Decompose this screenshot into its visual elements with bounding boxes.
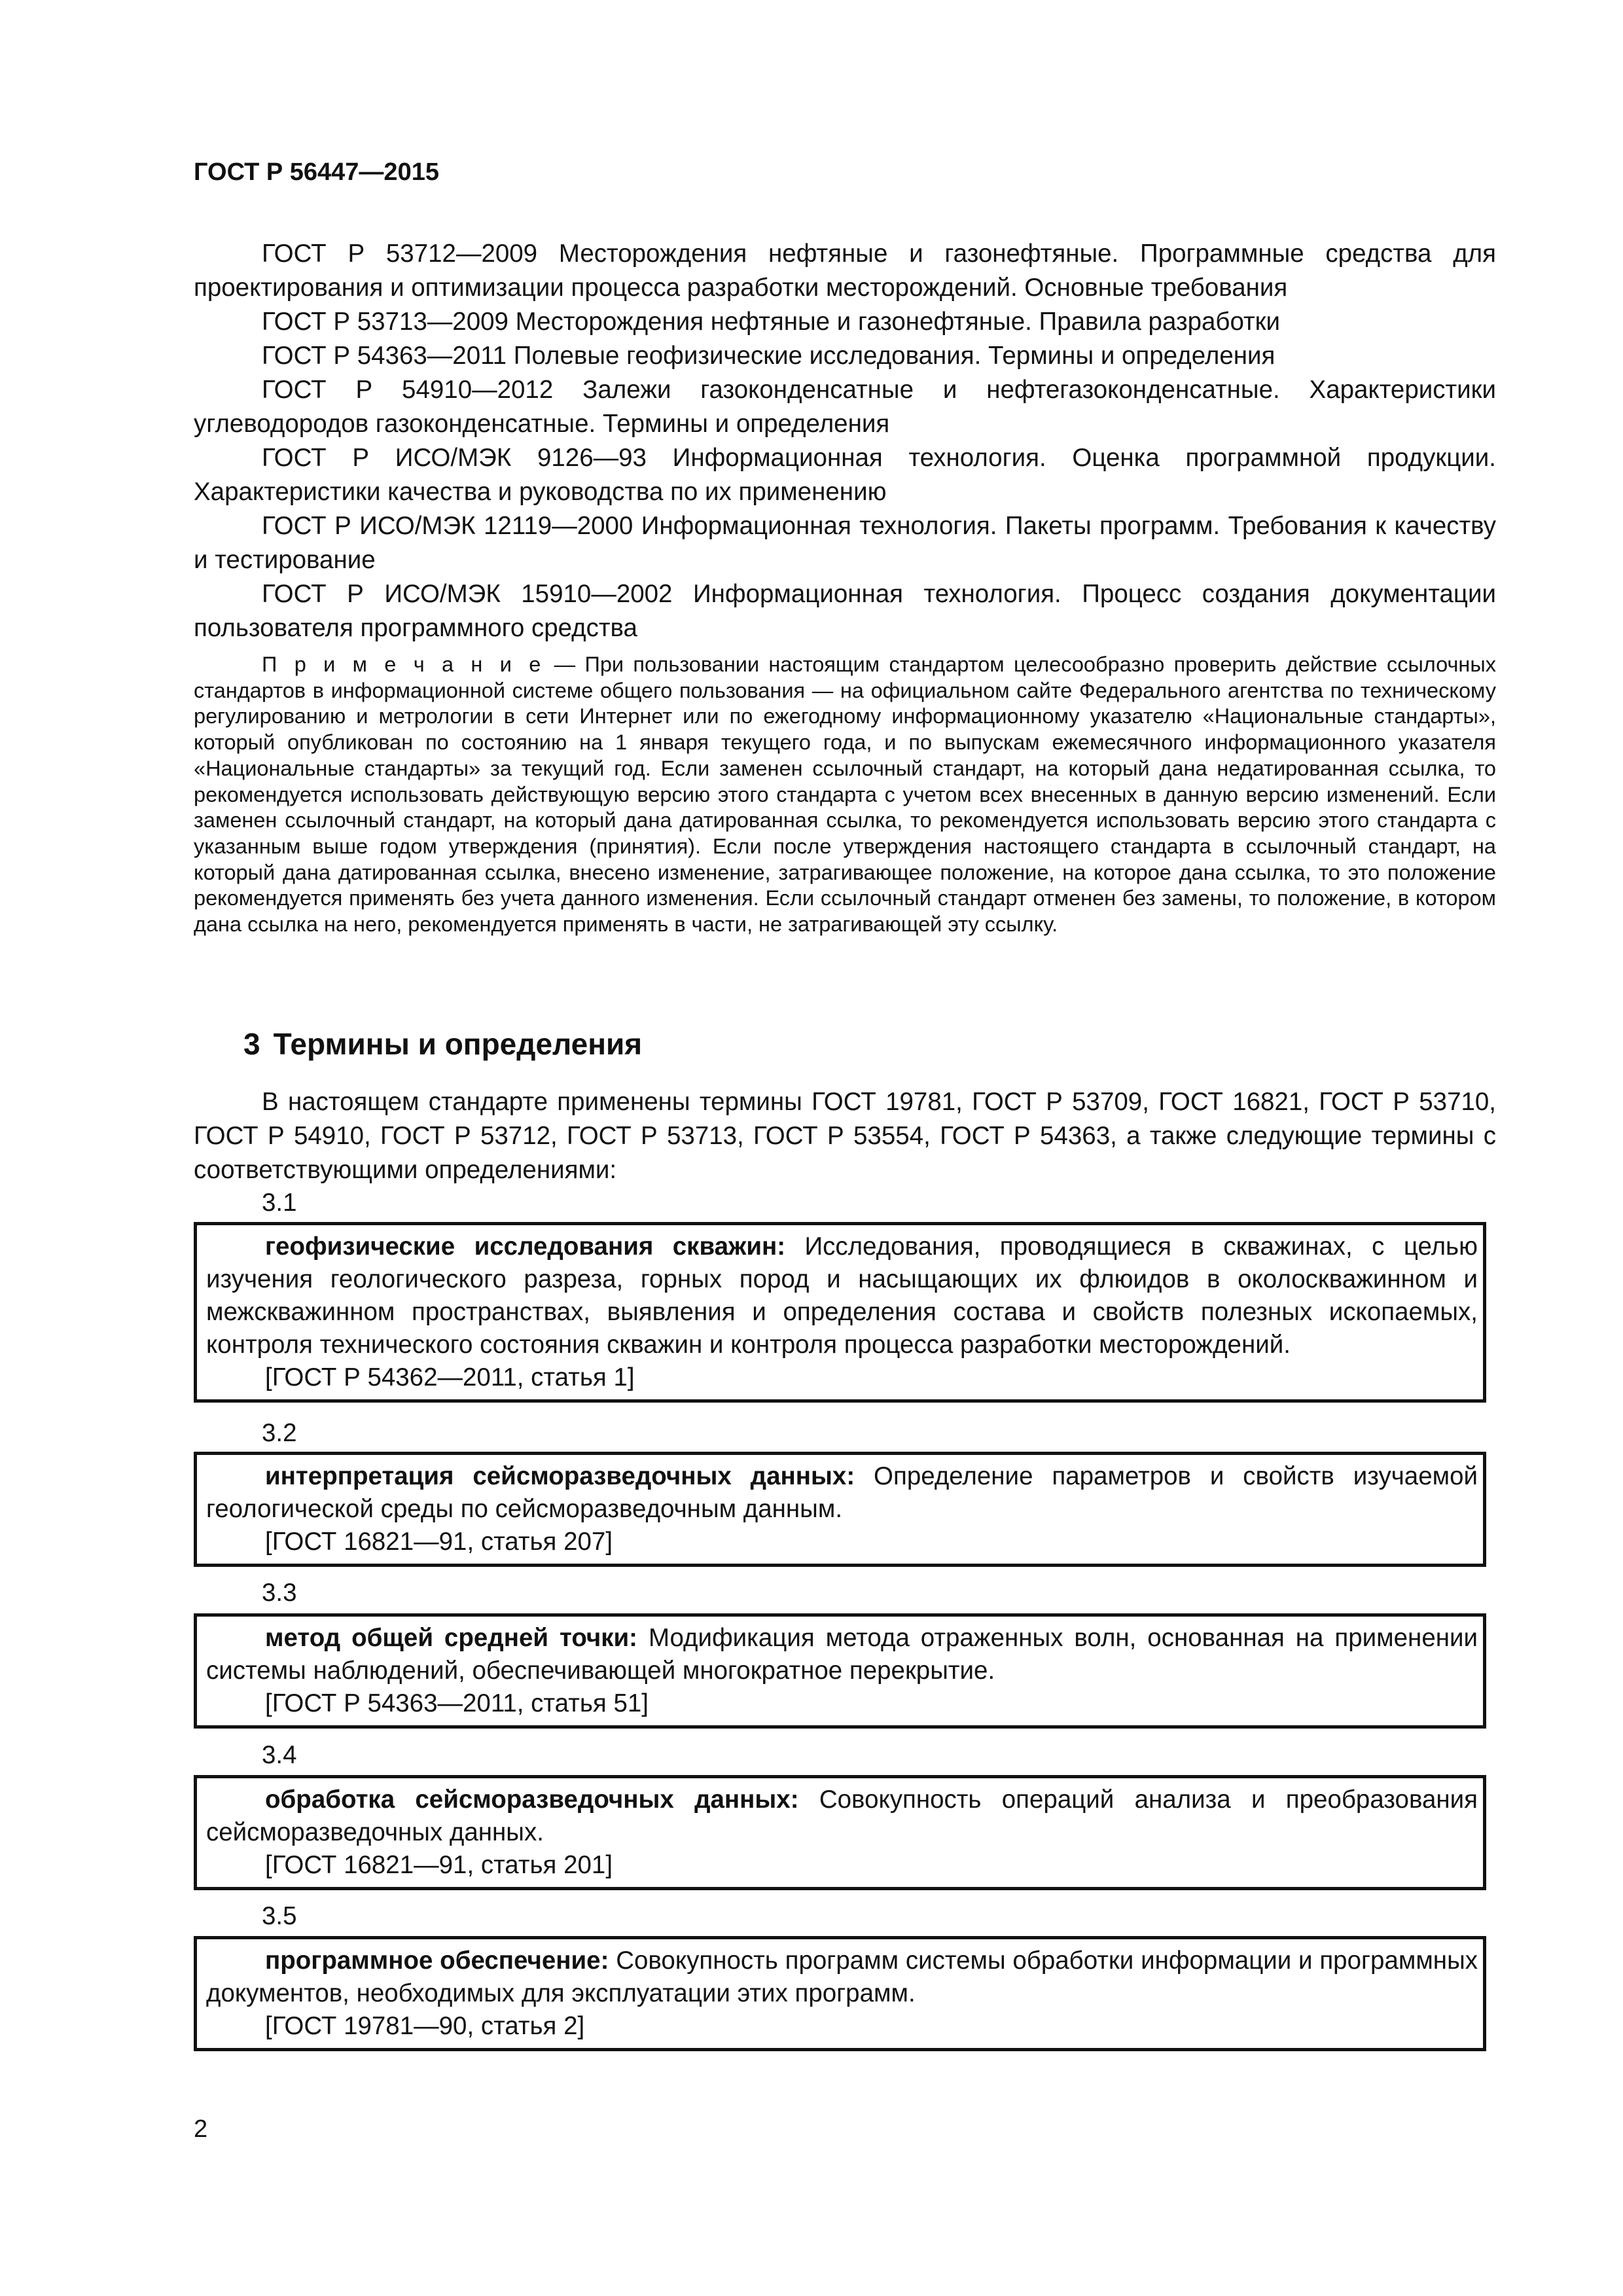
section-title-text: Термины и определения: [273, 1027, 643, 1061]
reference-item: ГОСТ Р 53712—2009 Месторождения нефтяные и газонефтяные. Программные средства для проектирования и оптимизации процесса разработки месторождений. Основные требования: [194, 240, 1496, 302]
term-definition: [206, 1460, 1478, 1526]
term-box: [194, 1775, 1486, 1890]
reference-item: ГОСТ Р ИСО/МЭК 9126—93 Информационная технология. Оценка программной продукции. Характеристики качества и руководства по их применению: [194, 444, 1496, 506]
section-number: 3: [243, 1027, 260, 1061]
reference-item: ГОСТ Р ИСО/МЭК 15910—2002 Информационная технология. Процесс создания документации пользователя программного средства: [194, 580, 1496, 642]
term-name: программное обеспечение:: [265, 1946, 609, 1975]
term-number: 3.5: [262, 1902, 297, 1930]
term-text: Определение параметров и свойств изучаемой геологической среды по сейсморазведочным данным.: [206, 1462, 1478, 1523]
term-name: геофизические исследования скважин:: [265, 1232, 786, 1261]
term-source: [ГОСТ 16821—91, статья 207]: [265, 1528, 613, 1556]
term-box: [194, 1613, 1486, 1729]
section-heading: [243, 1026, 642, 1062]
note-paragraph: [194, 652, 1496, 938]
section-intro: В настоящем стандарте применены термины ГОСТ 19781, ГОСТ Р 53709, ГОСТ 16821, ГОСТ Р 53710, ГОСТ Р 54910, ГОСТ Р 53712, ГОСТ Р 53713, ГОСТ Р 53554, ГОСТ Р 54363, а также следующие термины с соответствующими определениями:: [194, 1088, 1496, 1184]
term-definition: [206, 1945, 1478, 2010]
term-box: [194, 1936, 1486, 2051]
reference-item: ГОСТ Р ИСО/МЭК 12119—2000 Информационная технология. Пакеты программ. Требования к качеству и тестирование: [194, 512, 1496, 574]
term-source: [ГОСТ 16821—91, статья 201]: [265, 1851, 613, 1879]
term-name: интерпретация сейсморазведочных данных:: [265, 1462, 855, 1490]
reference-item: ГОСТ Р 54910—2012 Залежи газоконденсатные и нефтегазоконденсатные. Характеристики углеводородов газоконденсатные. Термины и определения: [194, 376, 1496, 438]
reference-item: ГОСТ Р 54363—2011 Полевые геофизические исследования. Термины и определения: [262, 342, 1275, 370]
reference-item: ГОСТ Р 53713—2009 Месторождения нефтяные и газонефтяные. Правила разработки: [262, 308, 1281, 336]
term-name: обработка сейсморазведочных данных:: [265, 1785, 799, 1814]
term-text: Совокупность программ системы обработки информации и программных документов, необходимых для эксплуатации этих программ.: [206, 1946, 1478, 2007]
term-definition: [206, 1784, 1478, 1849]
term-text: Исследования, проводящиеся в скважинах, с целью изучения геологического разреза, горных пород и насыщающих их флюидов в околоскважинном и межскважинном пространствах, выявления и определения состава и свойств полезных ископаемых, контроля технического состояния скважин и контроля процесса разработки месторождений.: [206, 1232, 1478, 1359]
term-text: Модификация метода отраженных волн, основанная на применении системы наблюдений, обеспечивающей многократное перекрытие.: [206, 1624, 1478, 1685]
document-header: ГОСТ Р 56447—2015: [194, 158, 439, 186]
term-box: [194, 1452, 1486, 1567]
term-definition: [206, 1230, 1478, 1361]
term-source: [ГОСТ 19781—90, статья 2]: [265, 2012, 585, 2040]
term-number: 3.1: [262, 1189, 297, 1217]
term-name: метод общей средней точки:: [265, 1624, 637, 1652]
term-source: [ГОСТ Р 54363—2011, статья 51]: [265, 1689, 649, 1717]
page-number: 2: [194, 2115, 208, 2143]
term-number: 3.4: [262, 1741, 297, 1769]
term-number: 3.2: [262, 1419, 297, 1447]
term-text: Совокупность операций анализа и преобразования сейсморазведочных данных.: [206, 1785, 1478, 1846]
normative-references: [194, 237, 1496, 645]
term-box: [194, 1222, 1486, 1403]
note-text: — При пользовании настоящим стандартом целесообразно проверить действие ссылочных стандартов в информационной системе общего пользования — на официальном сайте Федерального агентства по техническому регулированию и метрологии в сети Интернет или по ежегодному информационному указателю «Национальные стандарты», который опубликован по состоянию на 1 января текущего года, и по выпускам ежемесячного информационного указателя «Национальные стандарты» за текущий год. Если заменен ссылочный стандарт, на который дана недатированная ссылка, то рекомендуется использовать действующую версию этого стандарта с учетом всех внесенных в данную версию изменений. Если заменен ссылочный стандарт, на который дана датированная ссылка, то рекомендуется использовать версию этого стандарта с указанным выше годом утверждения (принятия). Если после утверждения настоящего стандарта в ссылочный стандарт, на который дана датированная ссылка, внесено изменение, затрагивающее положение, на которое дана ссылка, то это положение рекомендуется применять без учета данного изменения. Если ссылочный стандарт отменен без замены, то положение, в котором дана ссылка на него, рекомендуется применять в части, не затрагивающей эту ссылку.: [194, 653, 1496, 937]
note-label: П р и м е ч а н и е: [262, 653, 545, 676]
term-number: 3.3: [262, 1579, 297, 1607]
term-source: [ГОСТ Р 54362—2011, статья 1]: [265, 1363, 635, 1391]
term-definition: [206, 1622, 1478, 1687]
